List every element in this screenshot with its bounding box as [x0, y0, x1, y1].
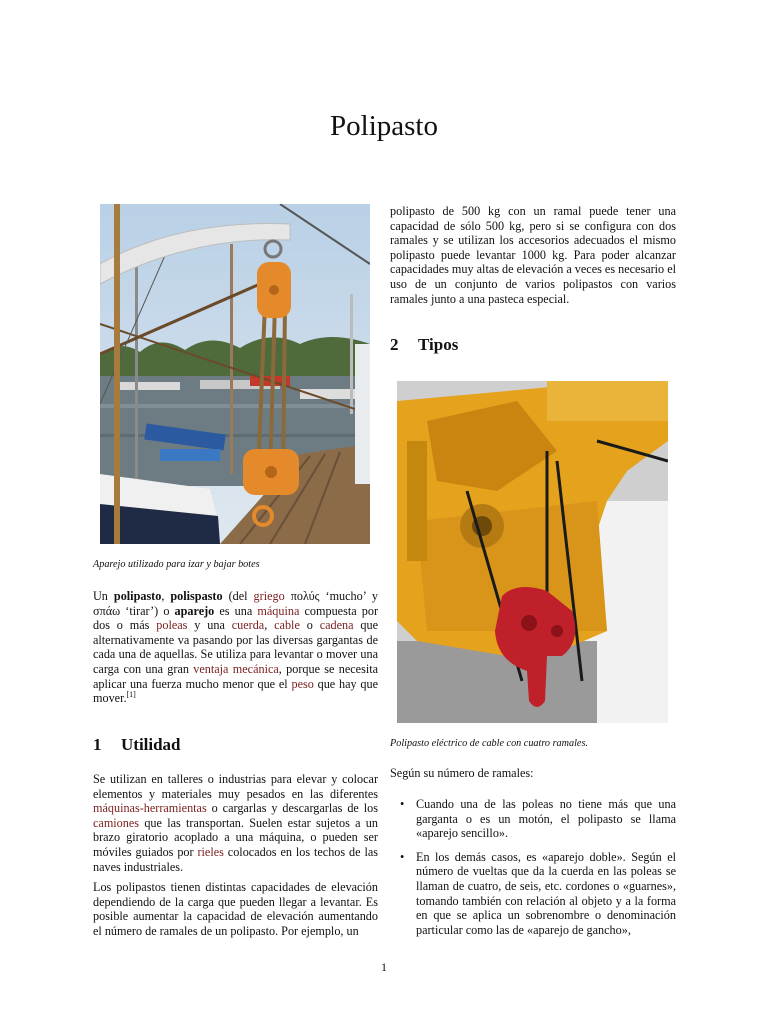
- bold-term: polispasto: [170, 589, 223, 603]
- text-run: que alternativamente va pasando por las diversas gargantas de cada una de aquellas. Se utiliza para levantar o mover una carga con una gran: [93, 618, 379, 676]
- text-run: colocados en los techos de las naves industriales.: [93, 844, 378, 874]
- wiki-link[interactable]: rieles: [197, 844, 224, 859]
- wiki-link[interactable]: máquina: [257, 603, 300, 618]
- wiki-link[interactable]: cuerda: [231, 618, 265, 633]
- list-item: [390, 797, 676, 841]
- wiki-link[interactable]: camiones: [93, 815, 140, 830]
- list-item-text: Cuando una de las poleas no tiene más que una garganta o es un motón, el polipasto se llama «aparejo sencillo».: [416, 797, 676, 841]
- text-run: es una: [214, 603, 258, 618]
- hoist-dock-photo: [100, 204, 370, 544]
- text-run: ,: [264, 618, 275, 633]
- text-run: que las transportan. Suelen estar sujetos a un brazo giratorio acoplado a una máquina, o pueden ser móviles guiados por: [93, 815, 378, 859]
- figure-1-caption: Aparejo utilizado para izar y bajar botes: [93, 559, 260, 570]
- right-paragraph-1: polipasto de 500 kg con un ramal puede tener una capacidad de sólo 500 kg, pero si se configura con dos ramales y se utilizan los accesorios adecuados el mismo polipasto puede levantar 1000 kg. Para poder alcanzar capacidades muy altas de elevación a veces es necesario el uso de un conjunto de varios polipastos con varios ramales junto a una pasteca especial.: [390, 204, 676, 306]
- citation-link[interactable]: [1]: [126, 690, 136, 700]
- figure-2-caption: Polipasto eléctrico de cable con cuatro ramales.: [390, 738, 588, 749]
- text-run: (del: [222, 589, 254, 603]
- section-number: 2: [390, 335, 399, 354]
- wiki-link[interactable]: poleas: [156, 618, 188, 633]
- text-run: ,: [161, 589, 171, 603]
- bold-term: aparejo: [174, 603, 215, 618]
- wiki-link[interactable]: cable: [274, 618, 300, 633]
- section-title: Tipos: [418, 335, 459, 354]
- utilidad-paragraph-1: [93, 772, 378, 874]
- section-heading-tipos: [390, 335, 458, 355]
- section-heading-utilidad: [93, 735, 181, 755]
- page-number: 1: [381, 960, 387, 974]
- utilidad-paragraph-2: Los polipastos tienen distintas capacidades de elevación dependiendo de la carga que pueden llegar a levantar. Es posible aumentar la capacidad de elevación aumentando el número de ramales de un polipasto. Por ejemplo, un: [93, 880, 378, 938]
- bullet-icon: •: [400, 849, 405, 864]
- electric-hoist-photo: [397, 381, 668, 723]
- wiki-link[interactable]: peso: [291, 676, 314, 691]
- text-run: compuesta por dos o más: [93, 603, 378, 633]
- section-number: 1: [93, 735, 102, 754]
- page-title: Polipasto: [330, 110, 438, 142]
- bullet-icon: •: [400, 797, 405, 811]
- text-run: Un: [93, 589, 114, 603]
- bold-term: polipasto: [113, 589, 162, 603]
- text-run: o: [299, 618, 320, 633]
- text-run: Se utilizan en talleres o industrias para elevar y colocar elementos y materiales muy pesados en las diferentes: [93, 772, 378, 801]
- wiki-link[interactable]: griego: [253, 589, 285, 603]
- wiki-link[interactable]: cadena: [319, 618, 354, 633]
- tipos-list: [390, 797, 676, 946]
- section-title: Utilidad: [121, 735, 181, 754]
- list-item-text: En los demás casos, es «aparejo doble». Según el número de vueltas que da la cuerda en las poleas se llaman de cuatro, de seis, etc. cordones o «guarnes», tomando también con relación al objeto y a la forma en que se aplica un sobrenombre o denominación particular como las de «aparejo de gancho»,: [416, 849, 676, 937]
- list-item: [390, 850, 676, 938]
- text-run: , porque se necesita aplicar una fuerza mucho menor que el: [93, 661, 379, 691]
- text-run: o cargarlas y descargarlas de los: [206, 801, 378, 816]
- wiki-link[interactable]: ventaja mecánica: [193, 661, 279, 676]
- wiki-link[interactable]: máquinas-herramientas: [93, 801, 207, 816]
- tipos-intro: Según su número de ramales:: [390, 766, 534, 780]
- intro-paragraph: [93, 589, 378, 706]
- text-run: que hay que mover.: [93, 676, 378, 706]
- text-run: πολύς ‘mucho’ y σπάω ‘tirar’) o: [93, 589, 378, 618]
- text-run: y una: [187, 618, 232, 633]
